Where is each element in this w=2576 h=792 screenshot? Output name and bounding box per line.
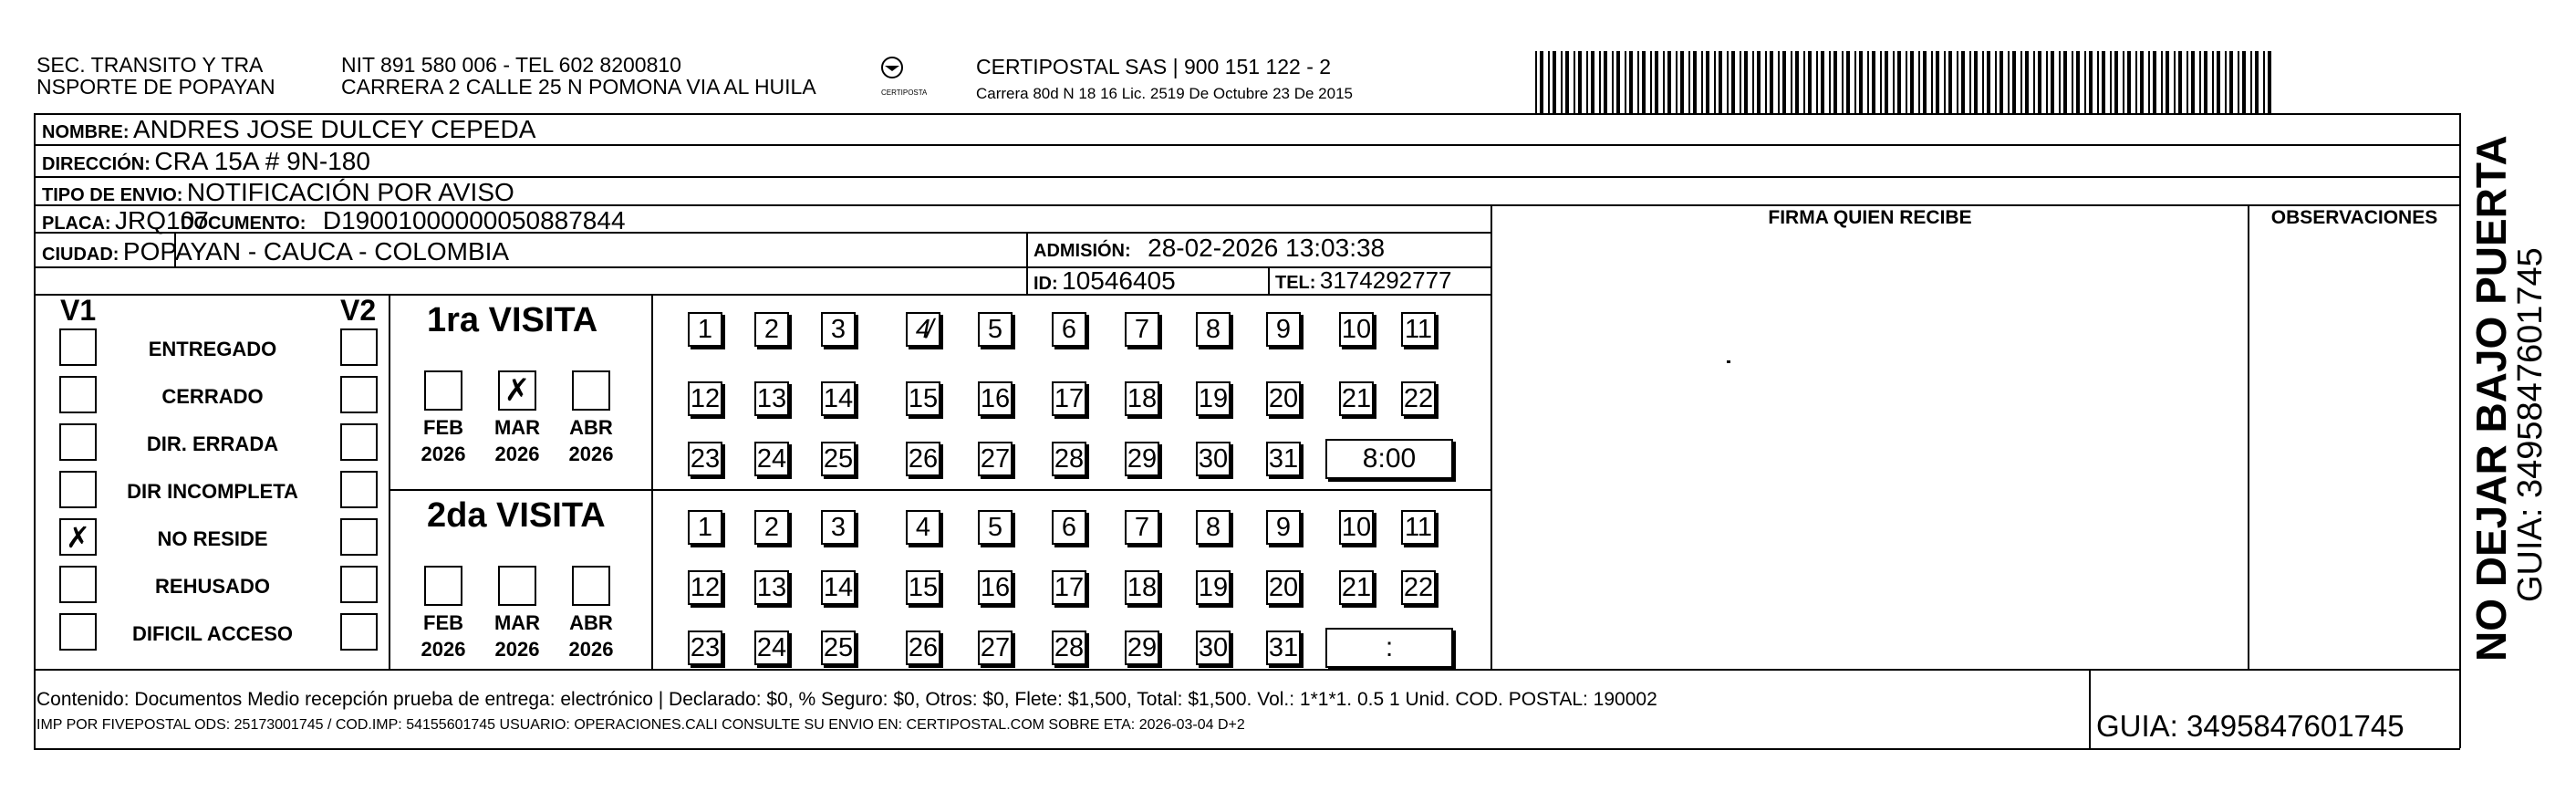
- observaciones-label: OBSERVACIONES: [2270, 207, 2438, 228]
- tel-value: 3174292777: [1319, 266, 1452, 294]
- first-visit-day[interactable]: 23: [688, 442, 722, 476]
- barcode-bar: [2114, 51, 2118, 115]
- admision-row: [1034, 235, 1385, 261]
- side-guia: GUIA: 3495847601745: [2511, 247, 2550, 602]
- second-visit-day[interactable]: 5: [978, 510, 1013, 545]
- barcode-bar: [1629, 51, 1633, 115]
- v2-checkbox[interactable]: [340, 328, 378, 366]
- barcode-bar: [1650, 51, 1652, 115]
- barcode-bar: [2161, 51, 2163, 115]
- svg-text:CERTIPOSTAL: CERTIPOSTAL: [881, 89, 927, 97]
- second-visit-time[interactable]: :: [1325, 628, 1453, 668]
- barcode-bar: [2174, 51, 2176, 115]
- second-visit-day[interactable]: 26: [906, 630, 940, 665]
- barcode-bar: [1957, 51, 1958, 115]
- first-visit-day[interactable]: 27: [978, 442, 1013, 476]
- barcode-bar: [1944, 51, 1946, 115]
- barcode-bar: [2268, 51, 2271, 115]
- tipo-envio-row: [42, 180, 514, 205]
- barcode-bar: [2072, 51, 2073, 115]
- second-visit-day[interactable]: 15: [906, 570, 940, 605]
- month-year: 2026: [494, 443, 540, 465]
- first-visit-day[interactable]: 30: [1196, 442, 1231, 476]
- barcode-bar: [1612, 51, 1614, 115]
- placa-label: PLACA:: [42, 214, 111, 234]
- sender-nit: NIT 891 580 006 - TEL 602 8200810: [341, 53, 681, 77]
- second-visit-day[interactable]: 4: [906, 510, 940, 545]
- barcode-bar: [2135, 51, 2137, 115]
- second-visit-month-checkbox[interactable]: [572, 566, 610, 606]
- first-visit-day[interactable]: 15: [906, 381, 940, 416]
- second-visit-day[interactable]: 19: [1196, 570, 1231, 605]
- barcode-bar: [1667, 51, 1671, 115]
- id-row: [1034, 268, 1176, 294]
- admision-label: ADMISIÓN:: [1034, 241, 1131, 261]
- barcode-bar: [2084, 51, 2086, 115]
- v2-checkbox[interactable]: [340, 518, 378, 556]
- documento-row: [181, 208, 626, 234]
- barcode-bar: [2059, 51, 2061, 115]
- first-visit-day[interactable]: 4̸: [906, 312, 940, 347]
- barcode: [1535, 51, 2274, 115]
- v2-label: V2: [340, 294, 377, 327]
- first-visit-day[interactable]: 6: [1052, 312, 1086, 347]
- second-visit-day[interactable]: 3: [821, 510, 856, 545]
- v1-checkbox[interactable]: [59, 471, 97, 508]
- placa-value: JRQ107: [115, 206, 209, 234]
- second-visit-month-checkbox[interactable]: [424, 566, 462, 606]
- second-visit-day[interactable]: 30: [1196, 630, 1231, 665]
- barcode-bar: [1642, 51, 1646, 115]
- barcode-bar: [2178, 51, 2182, 115]
- barcode-bar: [1829, 51, 1831, 115]
- second-visit-day[interactable]: 28: [1052, 630, 1086, 665]
- barcode-bar: [2076, 51, 2080, 115]
- barcode-bar: [2025, 51, 2029, 115]
- barcode-bar: [1893, 51, 1895, 115]
- company-info: CERTIPOSTAL SAS | 900 151 122 - 2: [976, 55, 1332, 78]
- v2-checkbox[interactable]: [340, 376, 378, 413]
- barcode-bar: [1752, 51, 1754, 115]
- second-visit-day[interactable]: 18: [1125, 570, 1159, 605]
- barcode-bar: [1923, 51, 1927, 115]
- v1-checkbox[interactable]: [59, 613, 97, 651]
- second-visit-day[interactable]: 8: [1196, 510, 1231, 545]
- status-label: DIR. ERRADA: [146, 432, 279, 455]
- first-visit-day[interactable]: 12: [688, 381, 722, 416]
- v1-checkbox[interactable]: [59, 328, 97, 366]
- barcode-bar: [1791, 51, 1792, 115]
- documento-label: DOCUMENTO:: [181, 214, 306, 234]
- second-visit-day[interactable]: 10: [1339, 510, 1374, 545]
- sender-name-line1: SEC. TRANSITO Y TRA: [36, 53, 264, 77]
- sender-address: CARRERA 2 CALLE 25 N POMONA VIA AL HUILA: [341, 75, 816, 99]
- direccion-label: DIRECCIÓN:: [42, 154, 151, 174]
- status-label: DIR INCOMPLETA: [127, 480, 298, 503]
- second-visit-day[interactable]: 27: [978, 630, 1013, 665]
- first-visit-day[interactable]: 3: [821, 312, 856, 347]
- no-dejar-bajo-puerta: NO DEJAR BAJO PUERTA: [2467, 135, 2515, 662]
- barcode-bar: [1821, 51, 1824, 115]
- first-visit-day[interactable]: 10: [1339, 312, 1374, 347]
- second-visit-day[interactable]: 21: [1339, 570, 1374, 605]
- barcode-bar: [1948, 51, 1952, 115]
- barcode-bar: [1727, 51, 1729, 115]
- barcode-bar: [1961, 51, 1965, 115]
- first-visit-day[interactable]: 16: [978, 381, 1013, 416]
- barcode-bar: [2229, 51, 2233, 115]
- footer-print-info: IMP POR FIVEPOSTAL ODS: 25173001745 / COD.IMP: 54155601745 USUARIO: OPERACIONES.CALI CONSULTE SU ENVIO EN: CERTIPOSTAL.COM SOBRE ETA: 2026-03-04 D+2: [36, 717, 1245, 733]
- month-year: 2026: [568, 443, 614, 465]
- barcode-bar: [2255, 51, 2259, 115]
- barcode-bar: [2051, 51, 2054, 115]
- barcode-bar: [2127, 51, 2131, 115]
- tipo-envio-label: TIPO DE ENVIO:: [42, 185, 183, 205]
- tel-row: [1275, 268, 1452, 292]
- month-year: 2026: [421, 443, 466, 465]
- first-visit-day[interactable]: 29: [1125, 442, 1159, 476]
- barcode-bar: [1714, 51, 1716, 115]
- ciudad-label: CIUDAD:: [42, 245, 119, 265]
- barcode-bar: [1680, 51, 1684, 115]
- barcode-bar: [2199, 51, 2201, 115]
- barcode-bar: [2263, 51, 2265, 115]
- barcode-bar: [2110, 51, 2112, 115]
- v2-checkbox[interactable]: [340, 423, 378, 461]
- second-visit-day[interactable]: 14: [821, 570, 856, 605]
- month-year: 2026: [494, 638, 540, 661]
- barcode-bar: [1565, 51, 1569, 115]
- barcode-bar: [1906, 51, 1907, 115]
- first-visit-day[interactable]: 17: [1052, 381, 1086, 416]
- first-visit-month-checkbox[interactable]: [572, 370, 610, 411]
- barcode-bar: [1561, 51, 1563, 115]
- barcode-bar: [1757, 51, 1761, 115]
- barcode-bar: [1693, 51, 1697, 115]
- barcode-bar: [1731, 51, 1735, 115]
- nombre-row: [42, 117, 535, 142]
- barcode-bar: [1842, 51, 1844, 115]
- barcode-bar: [1625, 51, 1626, 115]
- first-visit-time[interactable]: 8:00: [1325, 439, 1453, 479]
- barcode-bar: [1897, 51, 1901, 115]
- second-visit-day[interactable]: 31: [1266, 630, 1301, 665]
- first-visit-day[interactable]: 26: [906, 442, 940, 476]
- second-visit-day[interactable]: 1: [688, 510, 722, 545]
- barcode-bar: [1918, 51, 1920, 115]
- barcode-bar: [1676, 51, 1678, 115]
- first-visit-month-checkbox[interactable]: ✗: [498, 370, 536, 411]
- month-label: MAR: [493, 416, 541, 439]
- month-year: 2026: [568, 638, 614, 661]
- barcode-bar: [1770, 51, 1773, 115]
- barcode-bar: [1782, 51, 1786, 115]
- second-visit-day[interactable]: 24: [754, 630, 789, 665]
- second-visit-day[interactable]: 12: [688, 570, 722, 605]
- second-visit-day[interactable]: 29: [1125, 630, 1159, 665]
- status-label: DIFICIL ACCESO: [131, 622, 293, 645]
- status-label: ENTREGADO: [148, 338, 277, 360]
- barcode-bar: [2008, 51, 2010, 115]
- barcode-bar: [2250, 51, 2252, 115]
- barcode-bar: [2123, 51, 2124, 115]
- barcode-bar: [2217, 51, 2220, 115]
- barcode-bar: [2020, 51, 2022, 115]
- barcode-bar: [1553, 51, 1556, 115]
- second-visit-day[interactable]: 16: [978, 570, 1013, 605]
- barcode-bar: [1982, 51, 1984, 115]
- barcode-bar: [2186, 51, 2188, 115]
- nombre-label: NOMBRE:: [42, 122, 130, 142]
- barcode-bar: [2212, 51, 2214, 115]
- barcode-bar: [1995, 51, 1997, 115]
- barcode-bar: [1637, 51, 1639, 115]
- barcode-bar: [1910, 51, 1914, 115]
- first-visit-day[interactable]: 25: [821, 442, 856, 476]
- barcode-bar: [1599, 51, 1601, 115]
- tipo-envio-value: NOTIFICACIÓN POR AVISO: [186, 178, 514, 206]
- ciudad-value: POPAYAN - CAUCA - COLOMBIA: [122, 237, 510, 266]
- barcode-bar: [2089, 51, 2093, 115]
- barcode-bar: [1578, 51, 1582, 115]
- barcode-bar: [2238, 51, 2239, 115]
- barcode-bar: [1974, 51, 1978, 115]
- v1-checkbox[interactable]: ✗: [59, 518, 97, 556]
- barcode-bar: [1591, 51, 1594, 115]
- first-visit-day[interactable]: 24: [754, 442, 789, 476]
- ciudad-row: [42, 239, 509, 265]
- second-visit-day[interactable]: 6: [1052, 510, 1086, 545]
- barcode-bar: [2166, 51, 2169, 115]
- barcode-bar: [1655, 51, 1658, 115]
- barcode-bar: [1663, 51, 1665, 115]
- month-year: 2026: [421, 638, 466, 661]
- first-visit-day[interactable]: 28: [1052, 442, 1086, 476]
- first-visit-day[interactable]: 9: [1266, 312, 1301, 347]
- barcode-bar: [2038, 51, 2041, 115]
- second-visit-day[interactable]: 11: [1401, 510, 1436, 545]
- first-visit-day[interactable]: 2: [754, 312, 789, 347]
- firma-quien-recibe-label: FIRMA QUIEN RECIBE: [1768, 207, 1972, 228]
- barcode-bar: [1867, 51, 1869, 115]
- status-label: NO RESIDE: [157, 527, 268, 550]
- barcode-bar: [1816, 51, 1818, 115]
- first-visit-day[interactable]: 31: [1266, 442, 1301, 476]
- first-visit-day[interactable]: 1: [688, 312, 722, 347]
- barcode-bar: [2140, 51, 2144, 115]
- second-visit-day[interactable]: 17: [1052, 570, 1086, 605]
- first-visit-day[interactable]: 7: [1125, 312, 1159, 347]
- barcode-bar: [1778, 51, 1780, 115]
- first-visit-day[interactable]: 18: [1125, 381, 1159, 416]
- barcode-bar: [2097, 51, 2099, 115]
- barcode-bar: [1740, 51, 1741, 115]
- signature-dot: [1727, 360, 1730, 363]
- barcode-bar: [1701, 51, 1703, 115]
- second-visit-day[interactable]: 9: [1266, 510, 1301, 545]
- admision-value: 28-02-2026 13:03:38: [1148, 234, 1386, 262]
- first-visit-day[interactable]: 5: [978, 312, 1013, 347]
- second-visit-month-checkbox[interactable]: [498, 566, 536, 606]
- id-label: ID:: [1034, 274, 1058, 294]
- v1-checkbox[interactable]: [59, 423, 97, 461]
- barcode-bar: [2033, 51, 2035, 115]
- second-visit-day[interactable]: 2: [754, 510, 789, 545]
- v2-checkbox[interactable]: [340, 613, 378, 651]
- barcode-bar: [1548, 51, 1550, 115]
- barcode-bar: [1872, 51, 1875, 115]
- first-visit-day[interactable]: 22: [1401, 381, 1436, 416]
- barcode-bar: [1765, 51, 1767, 115]
- second-visit-day[interactable]: 23: [688, 630, 722, 665]
- barcode-bar: [2063, 51, 2067, 115]
- barcode-bar: [1540, 51, 1543, 115]
- barcode-bar: [1688, 51, 1690, 115]
- barcode-bar: [1604, 51, 1607, 115]
- first-visit-day[interactable]: 19: [1196, 381, 1231, 416]
- second-visit-day[interactable]: 20: [1266, 570, 1301, 605]
- barcode-bar: [1931, 51, 1933, 115]
- barcode-bar: [1744, 51, 1748, 115]
- barcode-bar: [2046, 51, 2048, 115]
- barcode-bar: [1936, 51, 1939, 115]
- month-label: ABR: [569, 416, 613, 439]
- barcode-bar: [1833, 51, 1837, 115]
- month-label: ABR: [569, 611, 613, 634]
- barcode-bar: [1808, 51, 1812, 115]
- barcode-bar: [1535, 51, 1537, 115]
- barcode-bar: [1859, 51, 1863, 115]
- nombre-value: ANDRES JOSE DULCEY CEPEDA: [133, 115, 536, 143]
- direccion-value: CRA 15A # 9N-180: [154, 147, 370, 175]
- first-visit-day[interactable]: 13: [754, 381, 789, 416]
- barcode-bar: [2191, 51, 2195, 115]
- barcode-bar: [2012, 51, 2016, 115]
- v1-label: V1: [60, 294, 97, 327]
- barcode-bar: [2242, 51, 2246, 115]
- month-label: MAR: [493, 611, 541, 634]
- direccion-row: [42, 149, 370, 174]
- first-visit-month-checkbox[interactable]: [424, 370, 462, 411]
- footer-content: Contenido: Documentos Medio recepción prueba de entrega: electrónico | Declarado: $0, % Seguro: $0, Otros: $0, Flete: $1,500, Total: $1,500. Vol.: 1*1*1. 0.5 1 Unid. COD. POSTAL: 190002: [36, 689, 1657, 710]
- v2-checkbox[interactable]: [340, 471, 378, 508]
- barcode-bar: [2102, 51, 2105, 115]
- first-visit-day[interactable]: 11: [1401, 312, 1436, 347]
- barcode-bar: [1586, 51, 1588, 115]
- v1-checkbox[interactable]: [59, 566, 97, 603]
- first-visit-title: 1ra VISITA: [427, 301, 598, 339]
- status-label: CERRADO: [161, 385, 264, 408]
- barcode-bar: [1987, 51, 1990, 115]
- first-visit-day[interactable]: 20: [1266, 381, 1301, 416]
- barcode-bar: [2225, 51, 2227, 115]
- v2-checkbox[interactable]: [340, 566, 378, 603]
- second-visit-title: 2da VISITA: [427, 496, 606, 535]
- first-visit-day[interactable]: 8: [1196, 312, 1231, 347]
- barcode-bar: [1854, 51, 1856, 115]
- barcode-bar: [1795, 51, 1799, 115]
- barcode-bar: [1616, 51, 1620, 115]
- barcode-bar: [2148, 51, 2150, 115]
- second-visit-day[interactable]: 22: [1401, 570, 1436, 605]
- footer-guia: GUIA: 3495847601745: [2096, 709, 2405, 743]
- barcode-bar: [2000, 51, 2003, 115]
- barcode-bar: [1706, 51, 1709, 115]
- second-visit-day[interactable]: 7: [1125, 510, 1159, 545]
- barcode-bar: [1846, 51, 1850, 115]
- v1-checkbox[interactable]: [59, 376, 97, 413]
- month-label: FEB: [423, 611, 463, 634]
- barcode-bar: [1969, 51, 1971, 115]
- first-visit-day[interactable]: 14: [821, 381, 856, 416]
- id-value: 10546405: [1062, 266, 1176, 295]
- barcode-bar: [1719, 51, 1722, 115]
- sender-name-line2: NSPORTE DE POPAYAN: [36, 75, 275, 99]
- documento-value: D19001000000050887844: [322, 206, 626, 234]
- month-label: FEB: [423, 416, 463, 439]
- tel-label: TEL:: [1275, 273, 1316, 293]
- second-visit-day[interactable]: 25: [821, 630, 856, 665]
- first-visit-day[interactable]: 21: [1339, 381, 1374, 416]
- certipostal-logo: [881, 55, 927, 100]
- status-label: REHUSADO: [155, 575, 270, 598]
- company-license: Carrera 80d N 18 16 Lic. 2519 De Octubre 23 De 2015: [976, 85, 1353, 102]
- second-visit-day[interactable]: 13: [754, 570, 789, 605]
- barcode-bar: [2204, 51, 2207, 115]
- barcode-bar: [1574, 51, 1575, 115]
- barcode-bar: [1885, 51, 1888, 115]
- barcode-bar: [2153, 51, 2156, 115]
- barcode-bar: [1880, 51, 1882, 115]
- barcode-bar: [1803, 51, 1805, 115]
